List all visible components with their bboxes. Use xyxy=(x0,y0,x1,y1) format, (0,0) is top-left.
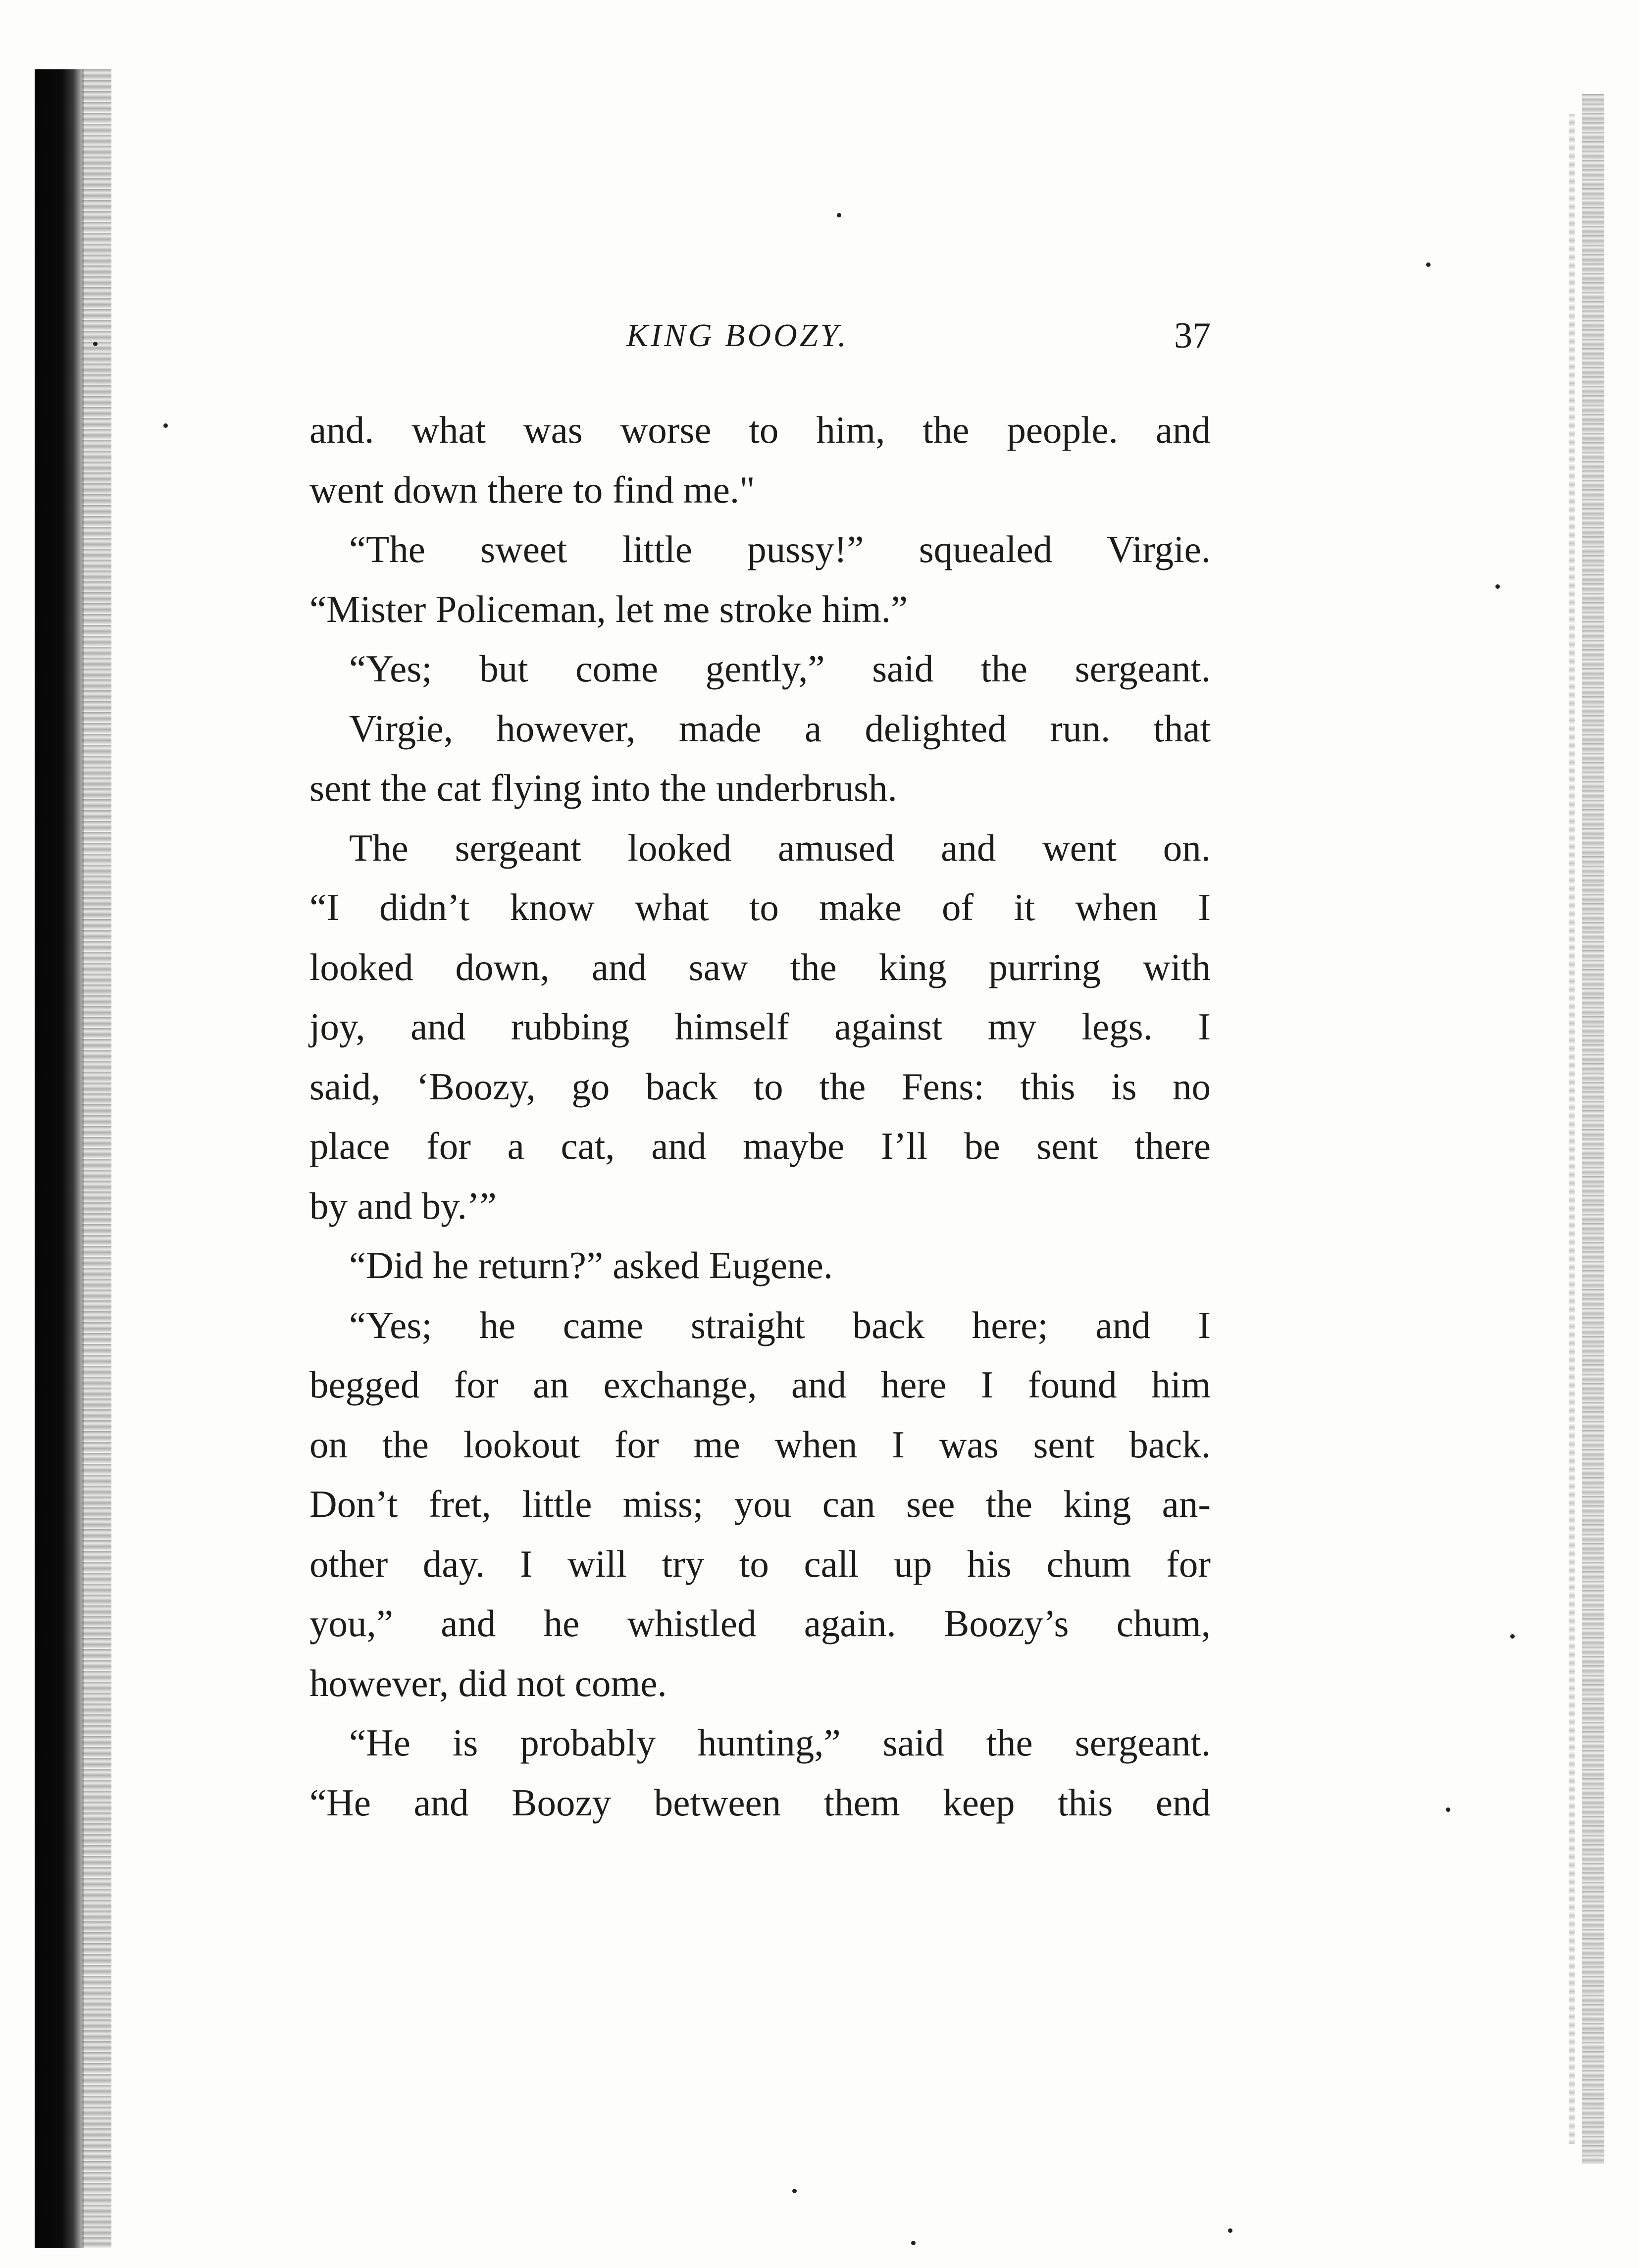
text-line: “The sweet little pussy!” squealed Virgie. xyxy=(349,528,1211,570)
ink-speck xyxy=(93,342,98,346)
text-line: on the lookout for me when I was sent back. xyxy=(309,1423,1211,1466)
ink-speck xyxy=(163,423,168,428)
text-line: however, did not come. xyxy=(309,1661,667,1704)
text-line: “Did he return?” asked Eugene. xyxy=(349,1244,833,1287)
text-line: looked down, and saw the king purring with xyxy=(309,945,1211,988)
ink-speck xyxy=(792,2189,797,2193)
ink-speck xyxy=(1510,1634,1515,1639)
running-title: KING BOOZY. xyxy=(626,317,849,354)
text-line: by and by.’” xyxy=(309,1184,497,1227)
text-line: went down there to find me." xyxy=(309,468,755,511)
ink-speck xyxy=(1446,1807,1450,1812)
text-line: “He is probably hunting,” said the sergeant. xyxy=(349,1721,1211,1764)
page-edge-bleed-inner xyxy=(1569,114,1575,2144)
text-line: begged for an exchange, and here I found him xyxy=(309,1363,1211,1406)
ink-speck xyxy=(1495,584,1500,589)
text-line: “Yes; but come gently,” said the sergeant. xyxy=(349,647,1211,690)
text-line: other day. I will try to call up his chum for xyxy=(309,1542,1211,1585)
binding-shadow xyxy=(35,69,84,2248)
ink-speck xyxy=(1228,2228,1232,2233)
text-line: Don’t fret, little miss; you can see the king an- xyxy=(309,1483,1211,1525)
text-line: “He and Boozy between them keep this end xyxy=(309,1781,1211,1824)
text-line: “Yes; he came straight back here; and I xyxy=(349,1303,1211,1346)
text-line: and. what was worse to him, the people. and xyxy=(309,409,1211,451)
text-line: place for a cat, and maybe I’ll be sent there xyxy=(309,1125,1211,1167)
text-line: “Mister Policeman, let me stroke him.” xyxy=(309,587,908,630)
page-number: 37 xyxy=(1174,315,1211,356)
text-line: “I didn’t know what to make of it when I xyxy=(309,886,1211,928)
text-line: Virgie, however, made a delighted run. that xyxy=(349,707,1211,750)
page-header xyxy=(309,317,1211,361)
ink-speck xyxy=(911,2241,916,2245)
text-line: joy, and rubbing himself against my legs. I xyxy=(309,1005,1211,1048)
binding-edge xyxy=(82,69,111,2248)
body-text xyxy=(309,400,1211,1832)
text-line: said, ‘Boozy, go back to the Fens: this is no xyxy=(309,1065,1211,1108)
text-line: The sergeant looked amused and went on. xyxy=(349,826,1211,869)
ink-speck xyxy=(837,213,841,217)
text-line: sent the cat flying into the underbrush. xyxy=(309,767,897,809)
text-line: you,” and he whistled again. Boozy’s chum, xyxy=(309,1602,1211,1645)
ink-speck xyxy=(1426,262,1431,267)
page-edge-bleed xyxy=(1582,94,1604,2164)
